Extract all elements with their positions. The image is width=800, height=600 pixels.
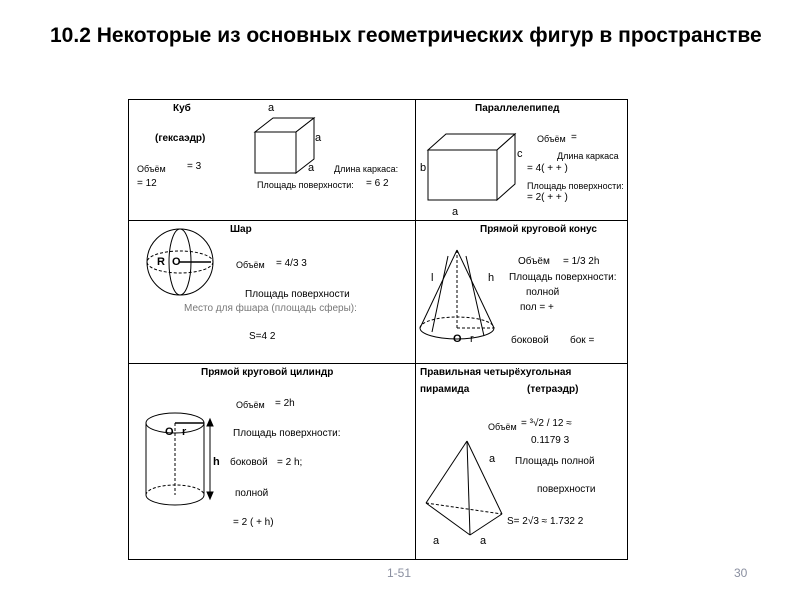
cube-label-a-right: a <box>315 132 322 144</box>
parallelepiped-label-b: b <box>420 162 427 174</box>
pyramid-label-a-top: a <box>489 453 496 465</box>
cone-full-formula: пол = + <box>520 302 554 313</box>
pyramid-volume-label: Объём <box>488 422 517 432</box>
cone-volume-label: Объём <box>518 256 550 267</box>
sphere-label-O: O <box>172 256 181 268</box>
sphere-label-R: R <box>157 256 165 268</box>
cone-label-l: l <box>431 272 434 284</box>
cone-surface-label: Площадь поверхности: <box>509 272 617 283</box>
parallelepiped-label-c: c <box>517 148 523 160</box>
parallelepiped-volume-formula: = <box>571 132 577 143</box>
cylinder-full-formula: = 2 ( + h) <box>233 517 274 528</box>
cone-heading: Прямой круговой конус <box>480 224 597 235</box>
sphere-surface-label: Площадь поверхности <box>245 289 350 300</box>
sphere-volume-label: Объём <box>236 260 265 270</box>
cube-subheading: (гексаэдр) <box>155 133 206 144</box>
cone-label-h: h <box>488 272 495 284</box>
cylinder-volume-formula: = 2h <box>275 398 295 409</box>
parallelepiped-label-a: a <box>452 206 459 218</box>
cylinder-volume-label: Объём <box>236 400 265 410</box>
parallelepiped-surface-label: Площадь поверхности: <box>527 181 624 191</box>
cube-frame-formula: = 12 <box>137 178 157 189</box>
pyramid-heading-paren: (тетраэдр) <box>527 384 579 395</box>
parallelepiped-heading: Параллелепипед <box>475 103 560 114</box>
pyramid-surface-label: Площадь полной <box>515 456 595 467</box>
cylinder-heading: Прямой круговой цилиндр <box>201 367 334 378</box>
cube-surface-label: Площадь поверхности: <box>257 180 354 190</box>
pyramid-label-a-left: a <box>433 535 440 547</box>
pyramid-heading-line2: пирамида <box>420 384 470 395</box>
slide-range-label: 1-51 <box>387 566 412 580</box>
cylinder-label-r: r <box>182 426 187 438</box>
parallelepiped-volume-label: Объём <box>537 134 566 144</box>
cone-volume-formula: = 1/3 2h <box>563 256 600 267</box>
pyramid-surface-formula: S= 2√3 ≈ 1.732 2 <box>507 516 584 527</box>
sphere-surface-formula: S=4 2 <box>249 331 276 342</box>
cylinder-lateral-label: боковой <box>230 457 268 468</box>
cube-label-a-bottom: a <box>308 162 315 174</box>
cone-full-label: полной <box>526 287 560 298</box>
cylinder-full-label: полной <box>235 488 269 499</box>
cone-lateral-label: боковой <box>511 335 549 346</box>
cone-label-O: O <box>453 333 462 345</box>
cube-frame-label: Длина каркаса: <box>334 164 399 174</box>
parallelepiped-frame-formula: = 4( + + ) <box>527 163 568 174</box>
pyramid-volume-approx: 0.1179 3 <box>531 435 570 446</box>
pyramid-volume-formula: = ³√2 / 12 ≈ <box>521 418 572 429</box>
slide-title: 10.2 Некоторые из основных геометрических фигур в пространстве <box>50 24 762 47</box>
cylinder-surface-label: Площадь поверхности: <box>233 428 341 439</box>
cube-volume-label: Объём <box>137 164 166 174</box>
cone-lateral-formula: бок = <box>570 335 595 346</box>
cylinder-label-O: O <box>165 426 174 438</box>
parallelepiped-surface-formula: = 2( + + ) <box>527 192 568 203</box>
cube-surface-formula: = 6 2 <box>366 178 389 189</box>
pyramid-heading-line1: Правильная четырёхугольная <box>420 367 572 378</box>
sphere-heading: Шар <box>230 224 252 235</box>
slide-page-number: 30 <box>734 566 748 580</box>
cylinder-label-h: h <box>213 456 220 468</box>
pyramid-label-a-right: a <box>480 535 487 547</box>
sphere-surface-note: Место для фшара (площадь сферы): <box>184 303 357 314</box>
cone-label-r: r <box>470 333 474 345</box>
pyramid-surface-label2: поверхности <box>537 484 596 495</box>
cube-heading: Куб <box>173 103 191 114</box>
cube-volume-formula: = 3 <box>187 161 202 172</box>
parallelepiped-frame-label: Длина каркаса <box>557 151 619 161</box>
cylinder-lateral-formula: = 2 h; <box>277 457 303 468</box>
cube-label-a-top: a <box>268 102 275 114</box>
sphere-volume-formula: = 4/3 3 <box>276 258 307 269</box>
